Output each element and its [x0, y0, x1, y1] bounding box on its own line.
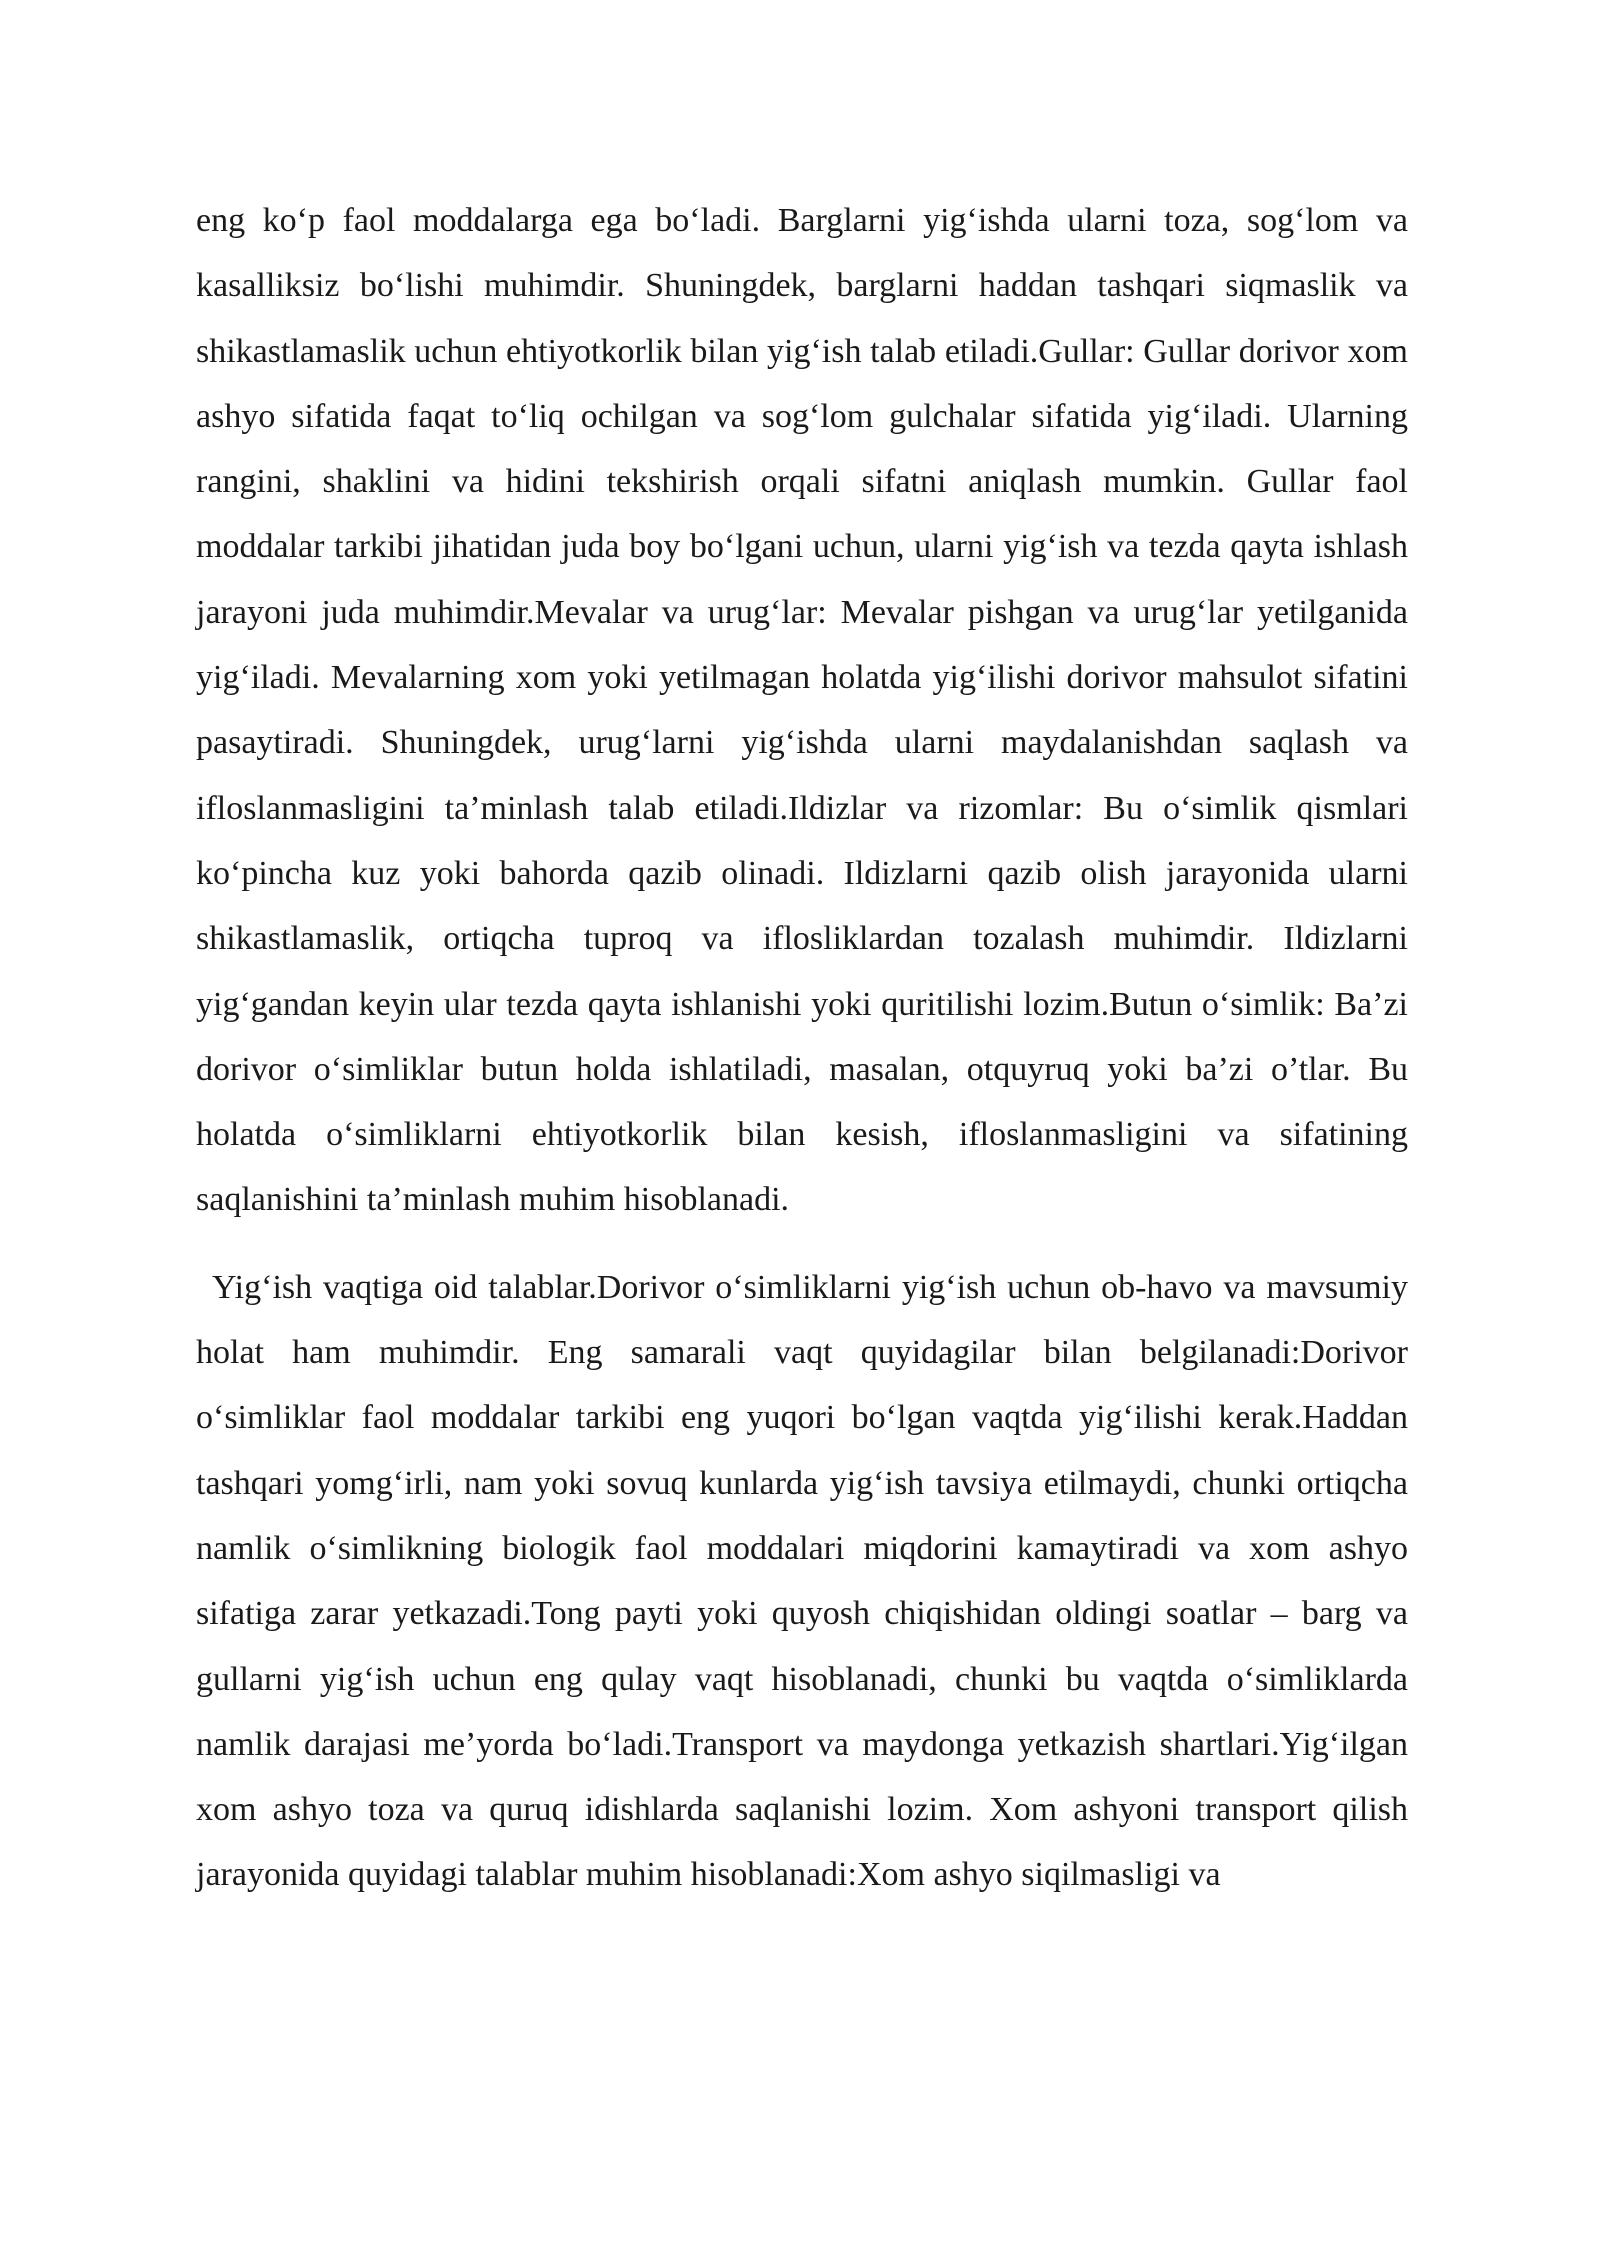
document-body	[196, 188, 1408, 1908]
paragraph-collection-time: Yig‘ish vaqtiga oid talablar.Dorivor o‘simliklarni yig‘ish uchun ob-havo va mavsumiy holat ham muhimdir. Eng samarali vaqt quyidagilar bilan belgilanadi:Dorivor o‘simliklar faol moddalar tarkibi eng yuqori bo‘lgan vaqtda yig‘ilishi kerak.Haddan tashqari yomg‘irli, nam yoki sovuq kunlarda yig‘ish tavsiya etilmaydi, chunki ortiqcha namlik o‘simlikning biologik faol moddalari miqdorini kamaytiradi va xom ashyo sifatiga zarar yetkazadi.Tong payti yoki quyosh chiqishidan oldingi soatlar – barg va gullarni yig‘ish uchun eng qulay vaqt hisoblanadi, chunki bu vaqtda o‘simliklarda namlik darajasi me’yorda bo‘ladi.Transport va maydonga yetkazish shartlari.Yig‘ilgan xom ashyo toza va quruq idishlarda saqlanishi lozim. Xom ashyoni transport qilish jarayonida quyidagi talablar muhim hisoblanadi:Xom ashyo siqilmasligi va	[196, 1268, 1408, 1894]
paragraph-plant-parts: eng ko‘p faol moddalarga ega bo‘ladi. Barglarni yig‘ishda ularni toza, sog‘lom va kasalliksiz bo‘lishi muhimdir. Shuningdek, barglarni haddan tashqari siqmaslik va shikastlamaslik uchun ehtiyotkorlik bilan yig‘ish talab etiladi.Gullar: Gullar dorivor xom ashyo sifatida faqat to‘liq ochilgan va sog‘lom gulchalar sifatida yig‘iladi. Ularning rangini, shaklini va hidini tekshirish orqali sifatni aniqlash mumkin. Gullar faol moddalar tarkibi jihatidan juda boy bo‘lgani uchun, ularni yig‘ish va tezda qayta ishlash jarayoni juda muhimdir.Mevalar va urug‘lar: Mevalar pishgan va urug‘lar yetilganida yig‘iladi. Mevalarning xom yoki yetilmagan holatda yig‘ilishi dorivor mahsulot sifatini pasaytiradi. Shuningdek, urug‘larni yig‘ishda ularni maydalanishdan saqlash va ifloslanmasligini ta’minlash talab etiladi.Ildizlar va rizomlar: Bu o‘simlik qismlari ko‘pincha kuz yoki bahorda qazib olinadi. Ildizlarni qazib olish jarayonida ularni shikastlamaslik, ortiqcha tuproq va iflosliklardan tozalash muhimdir. Ildizlarni yig‘gandan keyin ular tezda qayta ishlanishi yoki quritilishi lozim.Butun o‘simlik: Ba’zi dorivor o‘simliklar butun holda ishlatiladi, masalan, otquyruq yoki ba’zi o’tlar. Bu holatda o‘simliklarni ehtiyotkorlik bilan kesish, ifloslanmasligini va sifatining saqlanishini ta’minlash muhim hisoblanadi.	[196, 202, 1408, 1219]
